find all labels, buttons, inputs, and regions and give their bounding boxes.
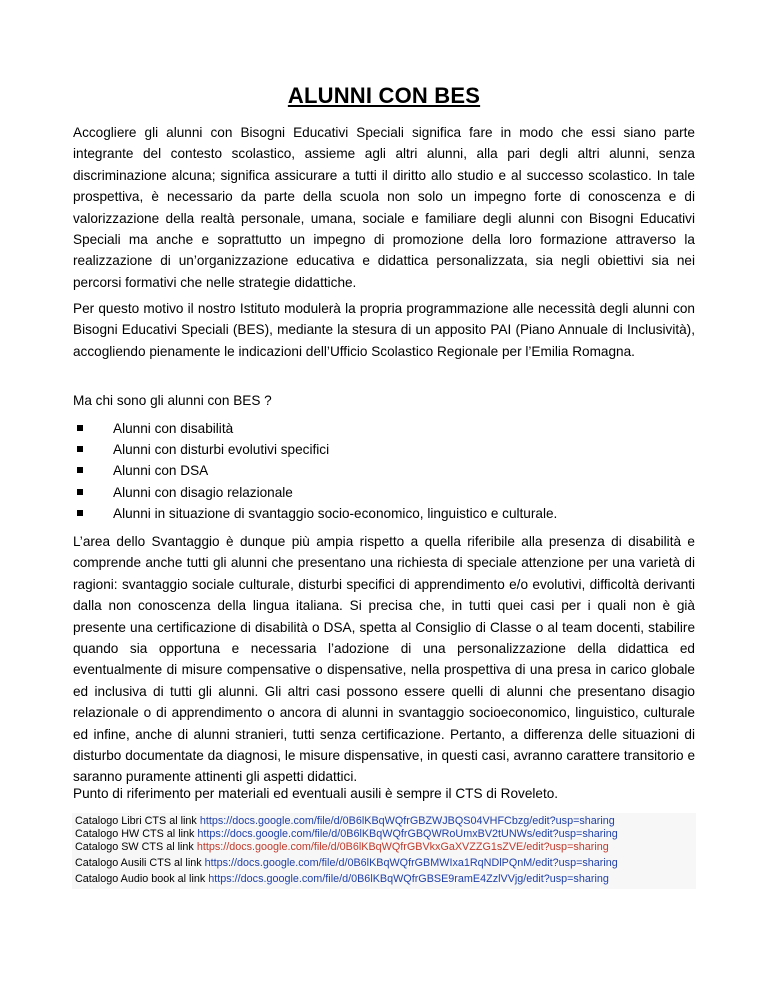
catalog-links-block	[72, 813, 696, 889]
list-item-label: Alunni con disabilità	[113, 421, 234, 436]
catalog-link-row	[75, 815, 693, 828]
square-bullet-icon	[77, 425, 83, 431]
intro-paragraph: Accogliere gli alunni con Bisogni Educativi Speciali significa fare in modo che essi siano parte integrante del contesto scolastico, assieme agli altri alunni, alla pari degli altri alunni, senza discriminazione alcuna; significa assicurare a tutti il diritto allo studio e al successo scolastico. In tale prospettiva, è necessario da parte della scuola non solo un impegno forte di conoscenza e di valorizzazione della realtà personale, umana, sociale e familiare degli alunni con Bisogni Educativi Speciali ma anche e soprattutto un impegno di promozione della loro formazione attraverso la realizzazione di un’organizzazione educativa e didattica personalizzata, sia negli obiettivi sia nei percorsi formativi che nelle strategie didattiche.	[73, 125, 695, 290]
catalog-url-link[interactable]: https://docs.google.com/file/d/0B6lKBqWQfrGBMWIxa1RqNDlPQnM/edit?usp=sharing	[204, 857, 618, 869]
bes-categories-list	[73, 418, 695, 524]
square-bullet-icon	[77, 467, 83, 473]
svantaggio-paragraph: L’area dello Svantaggio è dunque più ampia rispetto a quella riferibile alla presenza di disabilità e comprende anche tutti gli alunni che presentano una richiesta di speciale attenzione per una varietà di ragioni: svantaggio sociale culturale, disturbi specifici di apprendimento e/o evolutivi, difficoltà derivanti dalla non conoscenza della lingua italiana. Si precisa che, in tutti quei casi per i quali non è già presente una certificazione di disabilità o DSA, spetta al Consiglio di Classe o al team docenti, stabilire quando sia opportuna e necessaria l’adozione di una personalizzazione della didattica ed eventualmente di misure compensative o dispensative, nella prospettiva di una presa in carico globale ed inclusiva di tutti gli alunni. Gli altri casi possono essere quelli di alunni che presentano disagio relazionale o di apprendimento o ancora di alunni in svantaggio socioeconomico, linguistico, culturale ed infine, anche di alunni stranieri, tutti senza certificazione. Pertanto, a differenza delle situazioni di disturbo documentate da diagnosi, le misure dispensative, in questi casi, avranno carattere transitorio e saranno puramente attinenti gli aspetti didattici.	[73, 534, 695, 785]
catalog-link-row	[75, 857, 693, 870]
list-item	[73, 460, 695, 481]
catalog-url-link[interactable]: https://docs.google.com/file/d/0B6lKBqWQfrGBSE9ramE4ZzlVVjg/edit?usp=sharing	[208, 873, 609, 885]
catalog-label: Catalogo Audio book al link	[75, 873, 209, 885]
list-item-label: Alunni in situazione di svantaggio socio-economico, linguistico e culturale.	[113, 505, 558, 521]
list-item	[73, 503, 695, 524]
square-bullet-icon	[77, 446, 83, 452]
list-item	[73, 439, 695, 460]
list-item-label: Alunni con disturbi evolutivi specifici	[113, 442, 330, 458]
catalog-url-link[interactable]: https://docs.google.com/file/d/0B6lKBqWQfrGBZWJBQS04VHFCbzg/edit?usp=sharing	[199, 815, 615, 827]
catalog-label: Catalogo SW CTS al link	[75, 841, 197, 853]
square-bullet-icon	[77, 489, 83, 495]
pai-paragraph: Per questo motivo il nostro Istituto modulerà la propria programmazione alle necessità degli alunni con Bisogni Educativi Speciali (BES), mediante la stesura di un apposito PAI (Piano Annuale di Inclusività), accogliendo pienamente le indicazioni dell’Ufficio Scolastico Regionale per l’Emilia Romagna.	[73, 301, 695, 359]
question-paragraph: Ma chi sono gli alunni con BES ?	[73, 393, 272, 408]
catalog-label: Catalogo Ausili CTS al link	[75, 857, 205, 869]
list-item	[73, 482, 695, 503]
catalog-link-row	[75, 841, 693, 854]
catalog-label: Catalogo HW CTS al link	[75, 828, 198, 840]
square-bullet-icon	[77, 510, 83, 516]
catalog-link-row	[75, 828, 693, 841]
catalog-url-link[interactable]: https://docs.google.com/file/d/0B6lKBqWQfrGBQWRoUmxBV2tUNWs/edit?usp=sharing	[197, 828, 618, 840]
cts-reference-paragraph: Punto di riferimento per materiali ed eventuali ausili è sempre il CTS di Roveleto.	[73, 786, 559, 801]
list-item-label: Alunni con DSA	[113, 463, 209, 479]
page-title: ALUNNI CON BES	[287, 83, 481, 108]
list-item	[73, 418, 695, 439]
catalog-link-row	[75, 873, 693, 886]
catalog-url-link[interactable]: https://docs.google.com/file/d/0B6lKBqWQfrGBVkxGaXVZZG1sZVE/edit?usp=sharing	[196, 841, 609, 853]
catalog-label: Catalogo Libri CTS al link	[75, 815, 200, 827]
list-item-label: Alunni con disagio relazionale	[113, 484, 293, 500]
